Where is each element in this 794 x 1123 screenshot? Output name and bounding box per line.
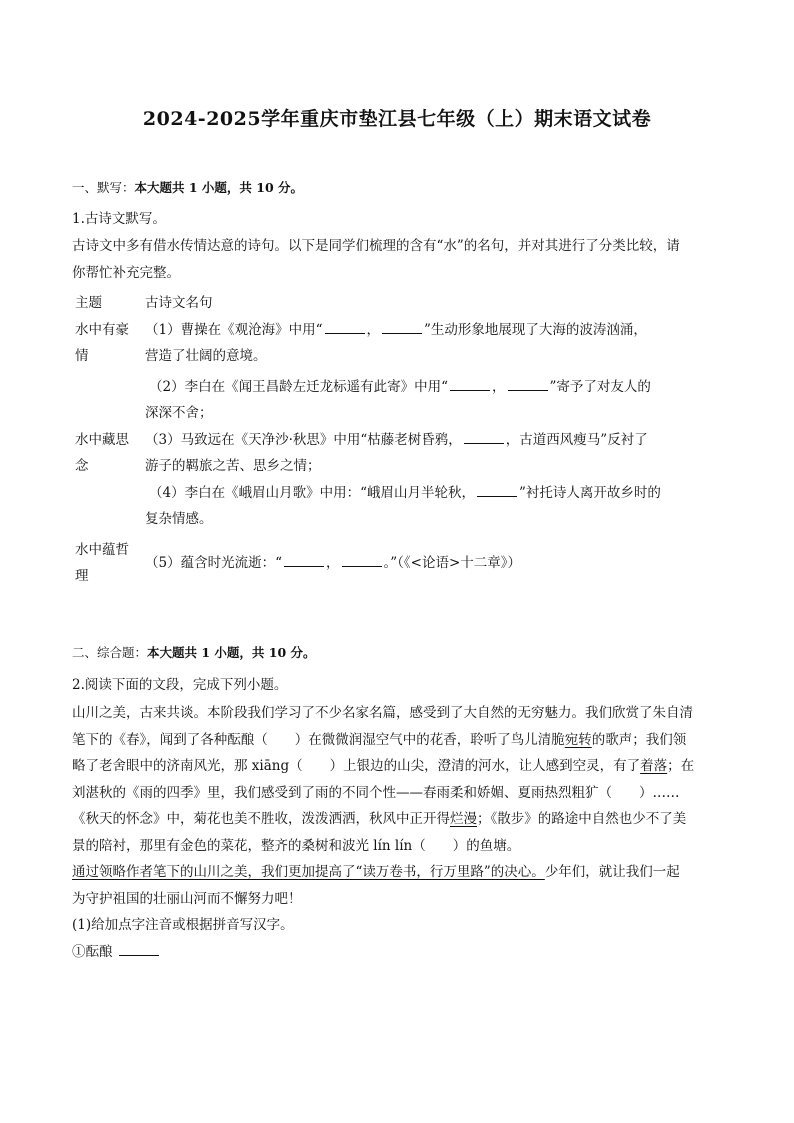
- passage-line-3: 略了老舍眼中的济南风光，那 xiāng（ ）上银边的山尖，澄清的河水，让人感到空灵，有了着落；在: [72, 758, 695, 774]
- table-row: [72, 370, 725, 427]
- question1-intro: [72, 233, 722, 286]
- answer-blank[interactable]: [450, 376, 490, 391]
- row2-item1: （3）马致远在《天净沙·秋思》中用“枯藤老树昏鸦， ，古道西风瘦马”反衬了 游子的羁旅之苦、思乡之情；: [145, 427, 725, 480]
- passage-line-5: 《秋天的怀念》中，菊花也美不胜收，泼泼洒洒，秋风中正开得烂漫；《散步》的路途中自然也少不了美: [72, 811, 687, 827]
- section1-heading: [72, 178, 303, 196]
- row2-item2: （4）李白在《峨眉山月歌》中用：“峨眉山月半轮秋， ”衬托诗人离开故乡时的 复杂情感。: [145, 480, 725, 533]
- header-theme: 主题: [75, 295, 102, 311]
- row1-item1: （1）曹操在《观沧海》中用“ ， ”生动形象地展现了大海的波涛汹涌， 营造了壮阔的意境。: [145, 317, 725, 370]
- passage-line-2: 笔下的《春》，闻到了各种酝酿（ ）在微微润湿空气中的花香，聆听了鸟儿清脆宛转的歌声；我们领: [72, 731, 687, 748]
- underlined-word: 烂漫: [450, 811, 477, 827]
- answer-blank[interactable]: [464, 429, 504, 444]
- question2-number: 2.阅读下面的文段，完成下列小题。: [72, 677, 288, 693]
- answer-blank[interactable]: [325, 319, 365, 334]
- header-lines: 古诗文名句: [145, 295, 213, 311]
- table-row: [72, 480, 725, 533]
- table-row: [72, 427, 725, 480]
- row3-item: （5）蕴含时光流逝：“ ， 。”（《<论语>十二章》）: [145, 533, 725, 590]
- section2-heading: [72, 643, 316, 661]
- intro-line-2: 你帮忙补充完整。: [72, 264, 180, 281]
- answer-blank[interactable]: [508, 376, 548, 391]
- section2-heading-plain: 二、综合题：: [72, 645, 148, 660]
- question1-number: 1.古诗文默写。: [72, 211, 166, 227]
- underlined-word: 宛转: [564, 731, 592, 748]
- answer-blank[interactable]: [284, 552, 324, 567]
- answer-blank[interactable]: [119, 941, 159, 956]
- answer-blank[interactable]: [382, 319, 422, 334]
- table-row: [72, 317, 725, 370]
- row1-item2: （2）李白在《闻王昌龄左迁龙标遥有此寄》中用“ ， ”寄予了对友人的 深深不舍；: [145, 370, 725, 427]
- reading-passage: [72, 700, 722, 965]
- poem-table: [72, 290, 725, 590]
- row2-theme: 水中藏思念: [75, 431, 129, 474]
- intro-line-1: 古诗文中多有借水传情达意的诗句。以下是同学们梳理的含有“水”的名句，并对其进行了分类比较，请: [72, 238, 680, 254]
- answer-blank[interactable]: [477, 482, 517, 497]
- underlined-sentence: 通过领略作者笔下的山川之美，我们更加提高了“读万卷书，行万里路”的决心。: [72, 864, 545, 880]
- subquestion-1: (1)给加点字注音或根据拼音写汉字。: [72, 917, 294, 933]
- passage-line-4: 刘湛秋的《雨的四季》里，我们感受到了雨的不同个性——春雨柔和娇媚、夏雨热烈粗犷（ ）……: [72, 784, 680, 801]
- passage-line-6: 景的陪衬，那里有金色的菜花，整齐的桑树和波光 lín lín（ ）的鱼塘。: [72, 837, 521, 854]
- page-title: 2024-2025学年重庆市垫江县七年级（上）期末语文试卷: [142, 108, 652, 130]
- table-header-row: [72, 290, 725, 317]
- passage-line-1: 山川之美，古来共谈。本阶段我们学习了不少名家名篇，感受到了大自然的无穷魅力。我们欣赏了朱自清: [72, 705, 693, 721]
- passage-line-8: 为守护祖国的壮丽山河而不懈努力吧！: [72, 890, 302, 907]
- table-row: [72, 533, 725, 590]
- section1-heading-bold: 本大题共 1 小题，共 10 分。: [134, 180, 304, 195]
- row3-theme: 水中蕴哲理: [75, 541, 129, 584]
- underlined-word: 着落: [640, 758, 668, 774]
- section2-heading-bold: 本大题共 1 小题，共 10 分。: [147, 645, 316, 660]
- section1-heading-plain: 一、默写：: [72, 180, 135, 195]
- answer-blank[interactable]: [342, 552, 382, 567]
- row1-theme: 水中有豪情: [75, 321, 129, 364]
- passage-line-7: 通过领略作者笔下的山川之美，我们更加提高了“读万卷书，行万里路”的决心。少年们，就让我们一起: [72, 864, 680, 880]
- subquestion-1-item: ①酝酿: [72, 939, 722, 966]
